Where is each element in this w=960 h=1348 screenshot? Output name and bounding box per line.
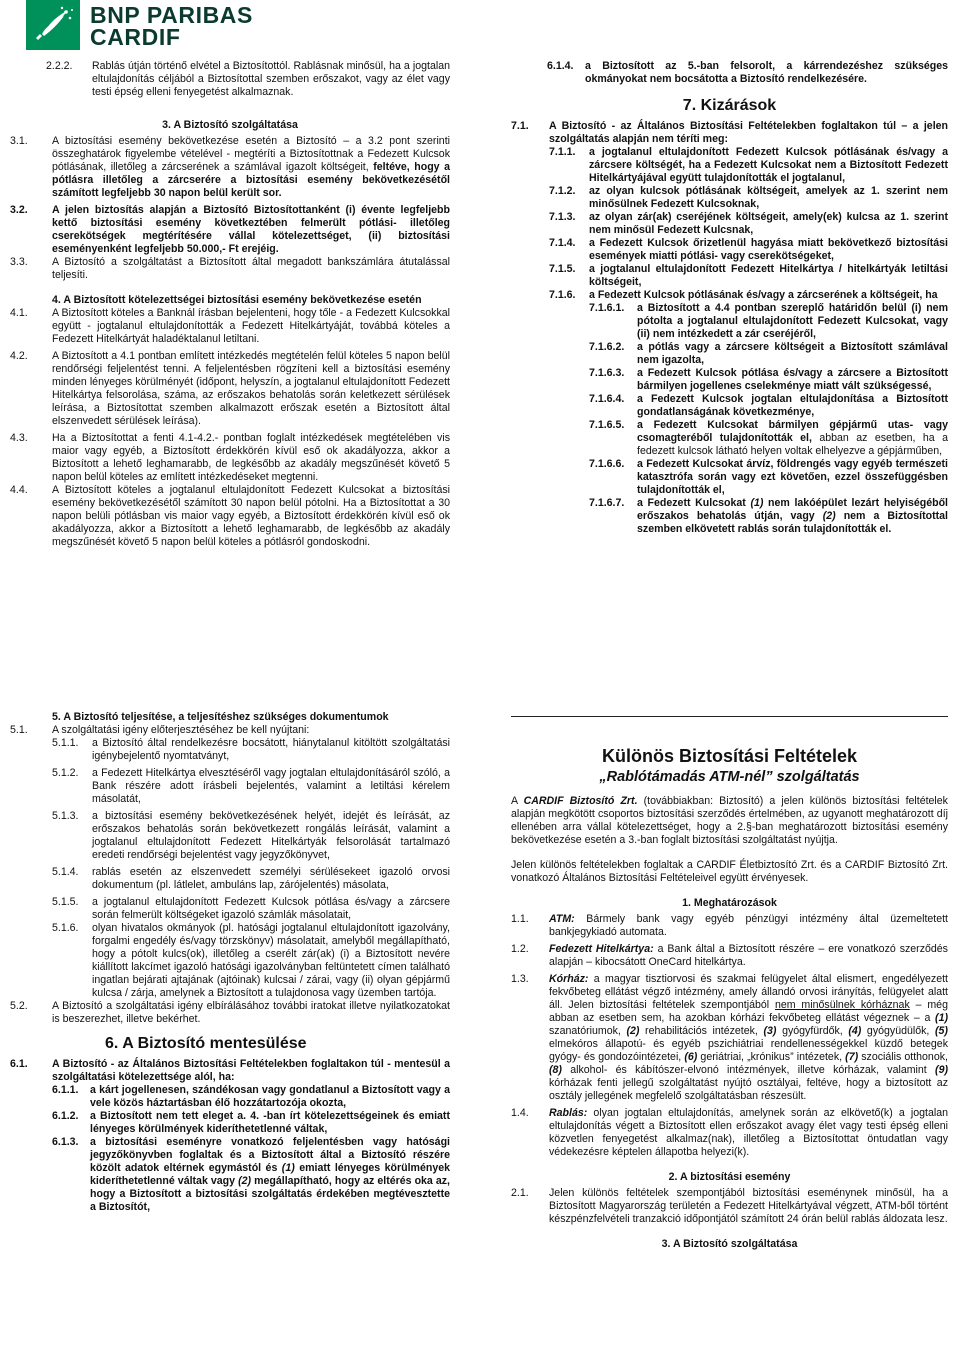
clause-7-1-3 [511,211,948,237]
clause-6-1-2 [10,1110,450,1136]
clause-text: a jogtalanul eltulajdonított Fedezett Kulcsok pótlásának és/vagy a zárcsere költségét, ha a Fedezett Kulcsokat nem a Biztosított Fedezett Hitelkártyájával együtt tulajdonították el jogtalanul, [589,146,948,184]
clause-text: a Fedezett Kulcsok őrizetlenül hagyása miatt bekövetkező biztosítási események miatti pótlási- vagy cserekötségeket, [589,237,948,262]
document-title: Különös Biztosítási Feltételek [601,746,858,766]
clause-number: 6.1.1. [52,1084,79,1096]
clause-6-1-1 [10,1084,450,1110]
clause-number: 2.1. [511,1187,529,1199]
clause-text: A Biztosító a szolgáltatási igény elbírálásához további iratokat illetve nyilatkozatokat is beszerezhet, illetve bekérhet. [52,1000,450,1025]
clause-number: 7.1.6.2. [589,341,625,353]
clause-text: a Fedezett Kulcsokat árvíz, földrengés vagy egyéb természeti katasztrófa során vagy ezt követően, ezzel összefüggésben tulajdonították el, [637,458,948,496]
clause-number: 5.2. [10,1000,28,1012]
logo-text-line2: CARDIF [90,24,181,50]
clause-text-bold: feltéve, hogy a pótlásra illetőleg a zárcserére a biztosítási esemény bekövetkezésétől számított legfeljebb 30 napon belül került sor. [52,161,450,199]
clause-text: nem a Biztosítottal szemben elkövetett rablás során tulajdonították el. [637,510,948,535]
clause-number: 7.1.5. [549,263,576,275]
clause-3-3 [10,256,450,282]
clause-number: 5.1. [10,724,28,736]
clause-text-bold: a Fedezett Kulcsokat bármilyen gépjármű utas- vagy csomagteréből tulajdonították el, [637,419,948,444]
clause-text: A Biztosított a 4.1 pontban említett intézkedés megtételén felül köteles 5 napon belül rendőrségi feljelentést tenni. A feljelentésben rögzíteni kell a biztosítási esemény minden lényeges körülményét (időpont, helyszín, a jogtalanul eltulajdonított Fedezett Hitelkártya felsorolása, száma, az erőszakos behatolás során keletkezett sérülések leírása, a Biztosítottat szemben alkalmazott erőszak esetén a Biztosított által elszenvedett sérülések leírása). [52,350,450,427]
clause-number: 4.4. [10,484,28,496]
clause-text: a Biztosított nem tett eleget a. 4. -ban írt kötelezettségeinek és emiatt lényeges körülmények kideríthetetlenné váltak, [90,1110,450,1135]
clause-number: 7.1.6.5. [589,419,625,431]
definition-term: Rablás: [549,1107,588,1119]
clause-text: A szolgáltatási igény előterjesztéséhez be kell nyújtani: [52,724,310,736]
clause-number: 7.1.6.1. [589,302,625,314]
clause-7-1-6-2 [511,341,948,367]
clause-7-1-6-5 [511,419,948,458]
clause-7-1 [511,120,948,146]
enum-marker: (1) [750,497,764,509]
clause-number: 5.1.1. [52,737,79,749]
clause-text: a Fedezett Kulcsok jogtalan eltulajdonítása a Biztosított gondatlanságának következménye, [637,393,948,418]
clause-text: a Fedezett Kulcsok pótlásának és/vagy a zárcserének a költségeit, ha [589,289,938,301]
clause-number: 6.1.3. [52,1136,79,1148]
clause-7-1-5 [511,263,948,289]
clause-number: 3.3. [10,256,28,268]
clause-number: 7.1. [511,120,529,132]
clause-5-1-6 [10,922,450,1000]
clause-text: A jelen biztosítás alapján a Biztosító Biztosítottanként (i) évente legfeljebb kettő biztosítási esemény következtében felmerült pótlási- illetőleg cserekötségek megtérítésére vállal kötelezettséget, (ii) biztosítási eseményenként legfeljebb 50.000,- Ft erejéig. [52,204,450,255]
logo-text-line1: BNP PARIBAS [90,2,253,28]
clause-2-2-2 [10,60,450,99]
clause-text: olyan hivatalos okmányok (pl. hatósági jogtalanul eltulajdonított igazolvány, forgalmi engedély és/vagy törzskönyv) másolatait, amelyből megállapítható, hogy a pótolt kulcs(ok), illetőleg a cserélt zár(ak) (i) a Biztosított nevére kiállított lakcímet igazoló hatósági igazolványban feltüntetett címen található ingatlan bejárati ajtajának (ajtóinak) kulcsai / zárai, vagy (ii) olyan gépjármű kulcsa / zárja, amelynek a Biztosított a tulajdonosa vagy üzemben tartója. [92,922,450,999]
clause-number: 3.1. [10,135,28,147]
intro-paragraph: A CARDIF Biztosító Zrt. (továbbiakban: Biztosító) a jelen különös biztosítási feltételek alapján megkötött csoportos biztosítási szerződés értelmében, az ugyanott meghatározott díj ellenében arra vállal kötelezettséget, hogy a 2.§-ban meghatározott biztosítási esemény bekövetkezése esetén a 3.-ban foglalt biztosítási szolgáltatást nyújtja. [511,795,948,846]
definition-text: a Bank által a Biztosított részére – ere vonatkozó szerződés alapján – kibocsátott OneCard hitelkártya. [549,943,948,968]
clause-text: a Biztosított az 5.-ban felsorolt, a kárrendezéshez szükséges okmányokat nem bocsátotta a Biztosító rendelkezésére. [585,60,948,85]
clause-text: Jelen különös feltételek szempontjából biztosítási eseménynek minősül, ha a Biztosított Magyarország területén a Fedezett Hitelkártyával végzett, ATM-ből történt készpénzfelvételi tranzakció időpontjától számított 24 órán belül rablás áldozata lesz. [549,1187,948,1225]
clause-number: 7.1.4. [549,237,576,249]
section-heading-5: 5. A Biztosító teljesítése, a teljesítéshez szükséges dokumentumok [52,711,389,723]
clause-5-1-3 [10,810,450,862]
clause-text: a Fedezett Kulcsok pótlása és/vagy a zárcsere a Biztosított bármilyen jogellenes cselekménye miatt vált szükségessé, [637,367,948,392]
clause-number: 4.3. [10,432,28,444]
clause-text: rablás esetén az elszenvedett személyi sérülésekeet igazoló orvosi dokumentum (pl. látlelet, ambuláns lap, zárójelentés) másolata, [92,866,450,891]
definition-term: Fedezett Hitelkártya: [549,943,654,955]
clause-6-1-4 [511,60,948,86]
definition-1-1 [511,913,948,939]
definition-term: ATM: [549,913,575,925]
enum-marker: (2) [822,510,836,522]
clause-text: a Biztosított a 4.4 pontban szereplő határidőn belül (i) nem pótolta a jogtalanul eltulajdonított Fedezett Kulcsokat, vagy (ii) nem intézkedett a zár cseréjéről, [637,302,948,340]
clause-text: a pótlás vagy a zárcsere költségeit a Biztosított számlával nem igazolta, [637,341,948,366]
section-heading-definitions: 1. Meghatározások [682,897,777,909]
company-name: CARDIF Biztosító Zrt. [523,795,638,807]
clause-text: a biztosítási esemény bekövetkezésének helyét, idejét és leírását, az erőszakos behatolás során bekövetkezett rongálás leírását, valamint a jogtalanul eltulajdonított Fedezett Hitelkártyák felsorolását tartalmazó eredeti rendőrségi bejelentést vagy jegyzőkönyvet, [92,810,450,861]
clause-number: 1.3. [511,973,529,985]
clause-number: 7.1.6. [549,289,576,301]
clause-text: Rablás útján történő elvétel a Biztosítottól. Rablásnak minősül, ha a jogtalan eltulajdonítás céljából a Biztosítottal szemben erőszakot, vagy az élet vagy testi épség elleni fenyegetést alkalmaznak. [92,60,450,98]
clause-7-1-6-6 [511,458,948,497]
clause-5-1-2 [10,767,450,806]
clause-7-1-6-7 [511,497,948,536]
enum-marker: (2) [238,1175,252,1187]
clause-5-1-1 [10,737,450,763]
definition-1-4 [511,1107,948,1159]
clause-4-1 [10,307,450,346]
document-subtitle: „Rablótámadás ATM-nél” szolgáltatás [599,769,860,785]
clause-number: 4.2. [10,350,28,362]
clause-text: a Biztosító által rendelkezésre bocsátott, hiánytalanul kitöltött szolgáltatási igénybejelentő nyomtatványt, [92,737,450,762]
clause-number: 1.4. [511,1107,529,1119]
intro-paragraph-2: Jelen különös feltételekben foglaltak a CARDIF Életbiztosító Zrt. és a CARDIF Biztosító Zrt. vonatkozó Általános Biztosítási Feltételeivel együtt érvényesek. [511,859,948,884]
clause-6-1 [10,1058,450,1084]
clause-7-1-1 [511,146,948,185]
clause-5-1-5 [10,896,450,922]
clause-4-4 [10,484,450,549]
clause-text: a jogtalanul eltulajdonított Fedezett Hitelkártya / hitelkártyák letiltási költségeit, [589,263,948,288]
right-column-bottom [511,745,948,1254]
clause-text: A Biztosított köteles a Banknál írásban bejelenteni, hogy tőle - a Fedezett Kulcsokkal együtt - jogtalanul eltulajdonították a Fedezett Hitelkártyáját, továbbá köteles a Fedezett Hitelkártyát haladéktalanul letiltani. [52,307,450,345]
clause-6-1-3 [10,1136,450,1214]
clause-3-1 [10,135,450,200]
clause-number: 7.1.6.6. [589,458,625,470]
section-heading-service: 3. A Biztosító szolgáltatása [661,1238,798,1250]
clause-number: 7.1.1. [549,146,576,158]
clause-number: 6.1. [10,1058,28,1070]
section-heading-7: 7. Kizárások [682,97,777,114]
clause-5-1-4 [10,866,450,892]
clause-text: A Biztosító a szolgáltatást a Biztosított által megadott bankszámlára átutalással teljesíti. [52,256,450,281]
clause-number: 7.1.6.3. [589,367,625,379]
clause-5-2 [10,1000,450,1026]
section-heading-4: 4. A Biztosított kötelezettségei biztosítási esemény bekövetkezése esetén [52,294,422,306]
clause-4-3 [10,432,450,484]
enum-marker: (1) [281,1162,295,1174]
clause-5-1 [10,724,450,737]
clause-text: abban az esetben, ha a fedezett kulcsok látható helyen voltak elhelyezve a gépjárműben, [637,432,948,457]
clause-text: az olyan kulcsok pótlásának költségeit, amelyek az 1. szerint nem minősülnek Fedezett Kulcsoknak, [589,185,948,210]
clause-7-1-6-3 [511,367,948,393]
clause-text: nem lakóépület lezárt helyiségéből erőszakos behatolás útján, vagy [637,497,948,522]
clause-text: a Fedezett Hitelkártya elvesztéséről vagy jogtalan eltulajdonításáról szóló, a Bank részére adott írásbeli bejelentés, valamint a letiltási kérelem másolatát, [92,767,450,805]
clause-number: 5.1.4. [52,866,79,878]
clause-number: 1.2. [511,943,529,955]
logo-mark-icon [26,0,80,50]
clause-7-1-6-1 [511,302,948,341]
clause-number: 7.1.6.7. [589,497,625,509]
definition-1-2 [511,943,948,969]
underlined-phrase: nem minősülnek kórháznak [774,999,910,1011]
clause-text: a biztosítási eseményre vonatkozó feljelentésben vagy hatósági jegyzőkönyvben foglaltak és a Biztosított által a Biztosító részére közölt adatok eltérnek egymástól és [90,1136,450,1174]
clause-number: 1.1. [511,913,529,925]
section-heading-event: 2. A biztosítási esemény [668,1171,791,1183]
clause-4-2 [10,350,450,428]
clause-number: 7.1.6.4. [589,393,625,405]
definition-1-3: 1.3. Kórház: a magyar tisztiorvosi és szakmai felügyelet által elismert, engedélyezett fekvőbeteg ellátást végző intézmény, amely állandó orvosi irányítás, felügyelet alatt áll. Jelen biztosítási feltételek szempontjából nem minősülnek kórháznak – még abban az esetben sem, ha azokban kórházi fekvőbeteg ellátást végeznek – a (1) szanatóriumok, (2) rehabilitációs intézetek, (3) gyógyfürdők, (4) gyógyüdülők, (5) elmekóros állapotú- és egyéb pszichiátriai rendellenességekkel küzdő betegek gyógy- és gondozóintézetei, (6) geriátriai, „krónikus” intézetek, (7) szociális otthonok, (8) alkohol- és kábítószer-elvonó intézmények, illetve kórházak, valamint (9) kórházak fenti jellegű szolgáltatást nyújtó osztályai, feltéve, hogy a biztosított az osztály jellegének megfelelő szolgáltatásban részesült. [511,973,948,1102]
clause-7-1-2 [511,185,948,211]
section-heading-6: 6. A Biztosító mentesülése [105,1035,307,1052]
clause-number: 6.1.2. [52,1110,79,1122]
clause-text: Ha a Biztosítottat a fenti 4.1-4.2.- pontban foglalt intézkedések megtételében vis maior vagy egyéb, a Biztosított érdekkörén kívül eső ok akadályozza, akkor a Biztosított a lehető leghamarabb, de legkésőbb az akadály megszűnését követő 5 napon belül köteles az említett intézkedéseket megtenni. [52,432,450,483]
clause-7-1-6 [511,289,948,302]
left-column-bottom [10,711,450,1214]
clause-number: 6.1.4. [547,60,574,72]
clause-number: 2.2.2. [46,60,73,72]
clause-text: A biztosítási esemény bekövetkezése esetén a Biztosító – a 3.2 pont szerinti összeghatárok figyelembe vételével - megtéríti a Biztosítottnak a Fedezett Kulcsok pótlásának, illetőleg a zárcserének a számlával igazolt költségeit, [52,135,450,173]
definition-text: Bármely bank vagy egyéb pénzügyi intézmény által üzemeltetett bankjegykiadó automata. [549,913,948,938]
clause-number: 5.1.6. [52,922,79,934]
clause-7-1-4 [511,237,948,263]
clause-text: a jogtalanul eltulajdonított Fedezett Kulcsok pótlása és/vagy a zárcsere során felmerült költségeket igazoló számlák másolatait, [92,896,450,921]
clause-2-1 [511,1187,948,1226]
clause-number: 5.1.3. [52,810,79,822]
clause-7-1-6-4 [511,393,948,419]
clause-number: 3.2. [10,204,28,216]
bnp-paribas-cardif-logo [26,0,286,50]
definition-term: Kórház: [549,973,589,985]
right-column [511,60,948,536]
definition-text: olyan jogtalan eltulajdonítás, amelynek során az elkövető(k) a jogtalan eltulajdonítás végett a Biztosított ellen erőszakot avagy élet vagy testi épség elleni közvetlen fenyegetést alkalmaz(nak), illetőleg a Biztosítottat öntudatlan vagy védekezésre képtelen állapotba helyezi(k). [549,1107,948,1158]
clause-3-2 [10,204,450,256]
clause-text: A Biztosító - az Általános Biztosítási Feltételekben foglaltakon túl - mentesül a szolgáltatási kötelezettsége alól, ha: [52,1058,450,1083]
left-column [10,60,450,549]
clause-text: A Biztosító - az Általános Biztosítási Feltételekben foglaltakon túl – a jelen szolgáltatás alapján nem téríti meg: [549,120,948,145]
clause-text: az olyan zár(ak) cseréjének költségeit, amely(ek) kulcsa az 1. szerint nem minősül Fedezett Kulcsnak, [589,211,948,236]
clause-number: 7.1.2. [549,185,576,197]
clause-text: emiatt lényeges körülmények kideríthetetlenné váltak vagy [90,1162,450,1187]
section-heading-3: 3. A Biztosító szolgáltatása [162,119,298,131]
clause-text: megállapítható, hogy az eltérés oka az, hogy a Biztosított a biztosítási szolgáltatás érdekében megtévesztette a Biztosítót, [90,1175,450,1213]
section-divider [511,716,948,717]
clause-number: 7.1.3. [549,211,576,223]
clause-text: a kárt jogellenesen, szándékosan vagy gondatlanul a Biztosított vagy a vele közös háztartásban élő hozzátartozója okozta, [90,1084,450,1109]
clause-text: a Fedezett Kulcsokat [637,497,746,509]
clause-number: 5.1.5. [52,896,79,908]
clause-text: A Biztosított köteles a jogtalanul eltulajdonított Fedezett Kulcsokat a biztosítási esemény bekövetkezésétől számított 30 napon belül pótolni. Ha a Biztosítottat a 30 napon belüli pótlásban vis maior vagy egyéb, a Biztosított érdekkörén kívül eső ok akadályozza, akkor a Biztosított a lehető leghamarabb, de legkésőbb az akadály megszűnését követő 5 napon belül köteles a pótlásról gondoskodni. [52,484,450,548]
clause-number: 5.1.2. [52,767,79,779]
clause-number: 4.1. [10,307,28,319]
